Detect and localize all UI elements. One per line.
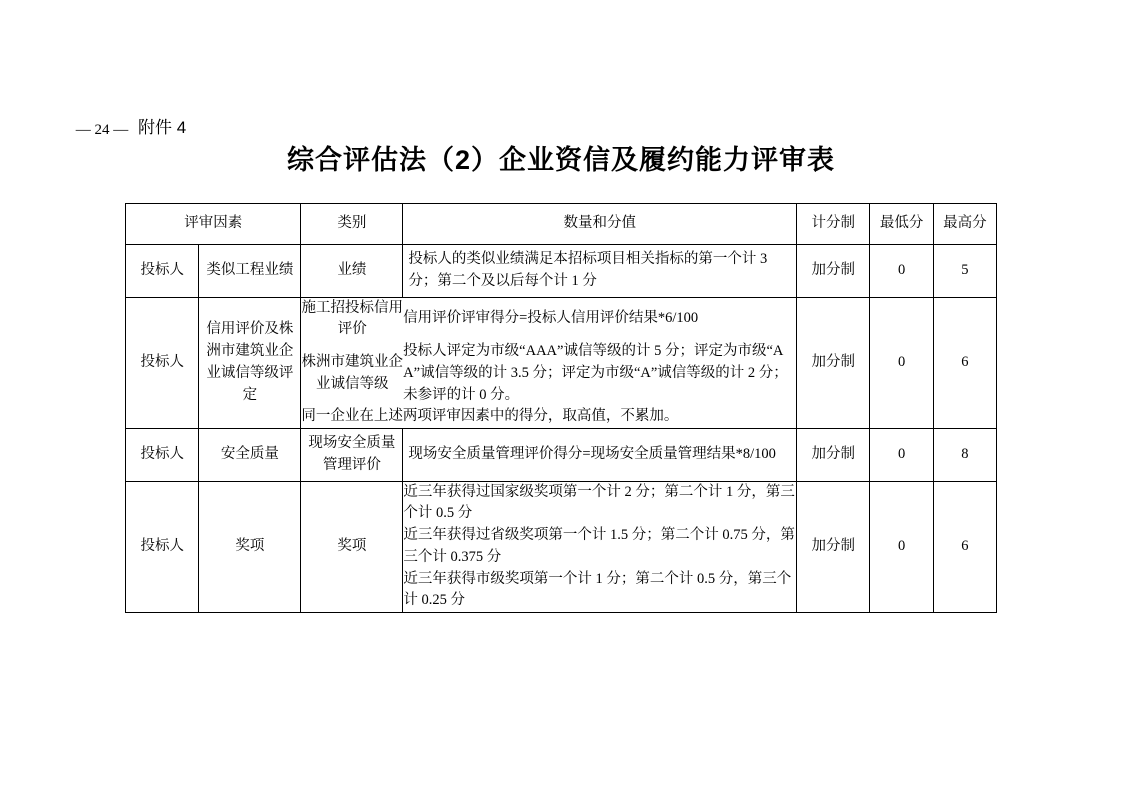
max-score-cell: 8 <box>933 429 996 482</box>
nested-row <box>301 341 796 406</box>
scoring-cell: 加分制 <box>797 481 870 613</box>
bidder-cell: 投标人 <box>126 481 199 613</box>
sub-category-cell: 株洲市建筑业企业诚信等级 <box>301 353 404 392</box>
nested-cell-group <box>301 297 797 429</box>
nested-row <box>403 482 796 526</box>
min-score-cell: 0 <box>870 245 933 298</box>
sub-content-cell: 投标人评定为市级“AAA”诚信等级的计 5 分；评定为市级“AA”诚信等级的计 3.5 分；评定为市级“A”诚信等级的计 2 分；未参评的计 0 分。 <box>403 343 788 403</box>
factor-cell: 信用评价及株洲市建筑业企业诚信等级评定 <box>199 297 301 429</box>
table-header-cell: 类别 <box>301 204 403 245</box>
table-header-cell: 数量和分值 <box>403 204 797 245</box>
table-header-cell: 评审因素 <box>126 204 301 245</box>
content-group-cell <box>403 481 797 613</box>
nested-table <box>403 482 796 613</box>
nested-row <box>403 569 796 613</box>
max-score-cell: 6 <box>933 481 996 613</box>
award-line: 近三年获得过省级奖项第一个计 1.5 分；第二个计 0.75 分，第三个计 0.375 分 <box>403 527 795 565</box>
factor-cell: 安全质量 <box>199 429 301 482</box>
award-line: 近三年获得市级奖项第一个计 1 分；第二个计 0.5 分，第三个计 0.25 分 <box>403 570 792 609</box>
nested-row <box>301 406 796 428</box>
min-score-cell: 0 <box>870 481 933 613</box>
scoring-cell: 加分制 <box>797 429 870 482</box>
min-score-cell: 0 <box>870 429 933 482</box>
factor-cell: 类似工程业绩 <box>199 245 301 298</box>
scoring-cell: 加分制 <box>797 245 870 298</box>
nested-table <box>301 298 796 429</box>
content-cell: 投标人的类似业绩满足本招标项目相关指标的第一个计 3 分；第二个及以后每个计 1 分 <box>403 245 797 298</box>
sub-category-cell: 施工招投标信用评价 <box>301 299 404 338</box>
category-cell: 奖项 <box>301 481 403 613</box>
table-row <box>126 429 997 482</box>
factor-cell: 奖项 <box>199 481 301 613</box>
table-header-row <box>126 204 997 245</box>
scoring-cell: 加分制 <box>797 297 870 429</box>
table-header-cell: 最低分 <box>870 204 933 245</box>
max-score-cell: 5 <box>933 245 996 298</box>
content-cell: 现场安全质量管理评价得分=现场安全质量管理结果*8/100 <box>403 429 797 482</box>
table-row <box>126 481 997 613</box>
bidder-cell: 投标人 <box>126 245 199 298</box>
nested-row <box>403 525 796 569</box>
bidder-cell: 投标人 <box>126 429 199 482</box>
min-score-cell: 0 <box>870 297 933 429</box>
attachment-label: 附件 4 <box>138 118 187 137</box>
evaluation-table <box>125 203 997 613</box>
award-line: 近三年获得过国家级奖项第一个计 2 分；第二个计 1 分，第三个计 0.5 分 <box>403 483 795 522</box>
category-cell: 业绩 <box>301 245 403 298</box>
category-cell: 现场安全质量管理评价 <box>301 429 403 482</box>
sub-content-cell: 信用评价评审得分=投标人信用评价结果*6/100 <box>403 310 699 327</box>
table-header-cell: 最高分 <box>933 204 996 245</box>
table-row <box>126 245 997 298</box>
page-number: — 24 — <box>75 122 129 138</box>
page-title: 综合评估法（2）企业资信及履约能力评审表 <box>286 145 835 175</box>
evaluation-table-wrapper <box>125 203 997 613</box>
table-row <box>126 297 997 429</box>
bidder-cell: 投标人 <box>126 297 199 429</box>
max-score-cell: 6 <box>933 297 996 429</box>
table-header-cell: 计分制 <box>797 204 870 245</box>
nested-row <box>301 298 796 342</box>
note-cell: 同一企业在上述两项评审因素中的得分，取高值，不累加。 <box>301 408 679 425</box>
